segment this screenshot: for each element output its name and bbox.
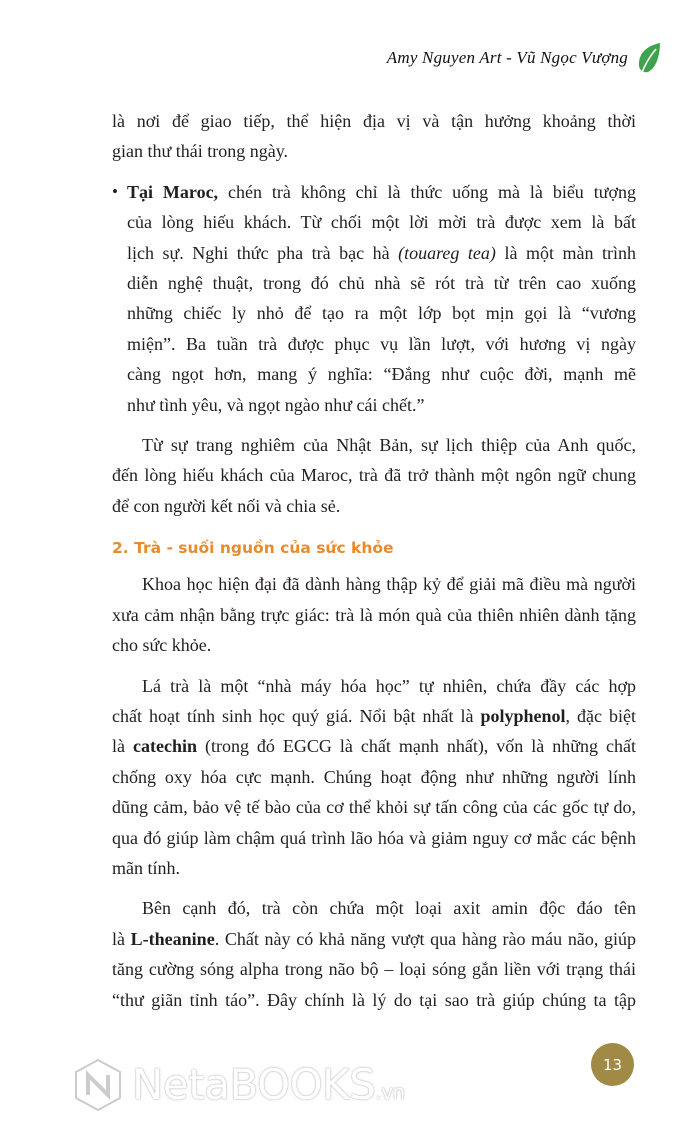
text-run: là một màn trình — [495, 242, 636, 263]
text-run: của lòng hiếu khách. Từ chối một lời mời trà được xem là bất — [127, 212, 636, 233]
text-line — [112, 430, 636, 460]
text-line — [112, 460, 636, 490]
text-line — [112, 954, 636, 984]
text-line — [112, 569, 636, 599]
text-line — [112, 177, 636, 207]
text-line — [112, 853, 636, 883]
bullet-icon: • — [112, 181, 118, 201]
paragraph — [112, 893, 636, 1015]
text-run: diễn nghệ thuật, trong đó chủ nhà sẽ rót trà từ trên cao xuống — [127, 273, 636, 294]
text-line — [112, 238, 636, 268]
text-line — [112, 671, 636, 701]
text-run: để con người kết nối và chia sẻ. — [112, 495, 341, 516]
text-line — [112, 630, 636, 660]
text-run: những chiếc ly nhỏ để tạo ra một lớp bọt mịn gọi là “vương — [127, 303, 636, 324]
text-run: như tình yêu, và ngọt ngào như cái chết.” — [127, 394, 425, 415]
page-body — [112, 106, 636, 1025]
text-run: là nơi để giao tiếp, thể hiện địa vị và tận hưởng khoảng thời — [112, 111, 636, 131]
bold-term: polyphenol — [480, 705, 566, 726]
bold-term: Tại Maroc, — [127, 181, 219, 202]
text-run: Từ sự trang nghiêm của Nhật Bản, sự lịch thiệp của Anh quốc, — [142, 435, 636, 456]
netabooks-logo-icon — [72, 1057, 124, 1113]
text-line — [112, 600, 636, 630]
text-line — [112, 390, 636, 420]
text-run: miện”. Ba tuần trà được phục vụ lần lượt, với hương vị ngày — [127, 333, 636, 354]
text-run: , đặc biệt — [565, 705, 636, 726]
text-line — [112, 136, 636, 166]
text-run: Bên cạnh đó, trà còn chứa một loại axit amin độc đáo tên — [142, 898, 636, 919]
text-run: (trong đó EGCG là chất mạnh nhất), vốn là những chất — [196, 736, 636, 757]
text-run: cho sức khỏe. — [112, 635, 212, 656]
text-run: qua đó giúp làm chậm quá trình lão hóa và giảm nguy cơ mắc các bệnh — [112, 827, 636, 848]
text-run: càng ngọt hơn, mang ý nghĩa: “Đắng như cuộc đời, mạnh mẽ — [127, 364, 636, 385]
text-run: là — [112, 736, 133, 757]
leaf-icon — [636, 42, 662, 76]
paragraph — [112, 671, 636, 884]
text-run: mãn tính. — [112, 857, 180, 878]
paragraph — [112, 430, 636, 521]
bold-term: catechin — [132, 736, 197, 757]
text-run: “thư giãn tỉnh táo”. Đây chính là lý do tại sao trà giúp chúng ta tập — [112, 989, 636, 1010]
text-line — [112, 731, 636, 761]
text-line — [112, 359, 636, 389]
text-line — [112, 985, 636, 1015]
watermark-suffix: .vn — [375, 1080, 405, 1104]
running-header: Amy Nguyen Art - Vũ Ngọc Vượng — [386, 48, 628, 67]
text-run: Khoa học hiện đại đã dành hàng thập kỷ để giải mã điều mà người — [142, 574, 636, 595]
text-line — [112, 298, 636, 328]
text-line — [112, 762, 636, 792]
text-line — [112, 893, 636, 923]
text-run: xưa cảm nhận bằng trực giác: trà là món quà của thiên nhiên dành tặng — [112, 604, 636, 625]
text-line — [112, 207, 636, 237]
text-run: Lá trà là một “nhà máy hóa học” tự nhiên, chứa đầy các hợp — [142, 675, 636, 696]
text-line — [112, 268, 636, 298]
text-run: lịch sự. Nghi thức pha trà bạc hà — [127, 242, 399, 263]
text-line — [112, 106, 636, 136]
text-line — [112, 924, 636, 954]
bold-term: L-theanine — [130, 928, 215, 949]
text-line — [112, 823, 636, 853]
text-line — [112, 701, 636, 731]
page-number-badge: 13 — [591, 1043, 634, 1086]
paragraph — [112, 106, 636, 167]
text-run: chống oxy hóa cực mạnh. Chúng hoạt động như những người lính — [112, 766, 636, 787]
text-run: đến lòng hiếu khách của Maroc, trà đã trở thành một ngôn ngữ chung — [112, 465, 636, 486]
bullet-item — [112, 177, 636, 420]
text-run: chén trà không chỉ là thức uống mà là biểu tượng — [218, 181, 636, 202]
text-run: tăng cường sóng alpha trong não bộ – loại sóng gắn liền với trạng thái — [112, 959, 636, 980]
watermark-text: NetaBOOKS — [132, 1060, 376, 1109]
paragraph — [112, 569, 636, 660]
text-run: dũng cảm, bảo vệ tế bào của cơ thể khỏi sự tấn công của các gốc tự do, — [112, 797, 636, 818]
watermark — [132, 1060, 405, 1117]
text-run: gian thư thái trong ngày. — [112, 141, 289, 162]
text-line — [112, 329, 636, 359]
text-run: chất hoạt tính sinh học quý giá. Nổi bật nhất là — [112, 705, 481, 726]
section-heading: 2. Trà - suối nguồn của sức khỏe — [112, 539, 394, 558]
italic-term: (touareg tea) — [398, 242, 496, 263]
text-line — [112, 491, 636, 521]
text-run: . Chất này có khả năng vượt qua hàng rào máu não, giúp — [214, 928, 636, 949]
text-run: là — [112, 928, 131, 949]
text-line — [112, 792, 636, 822]
